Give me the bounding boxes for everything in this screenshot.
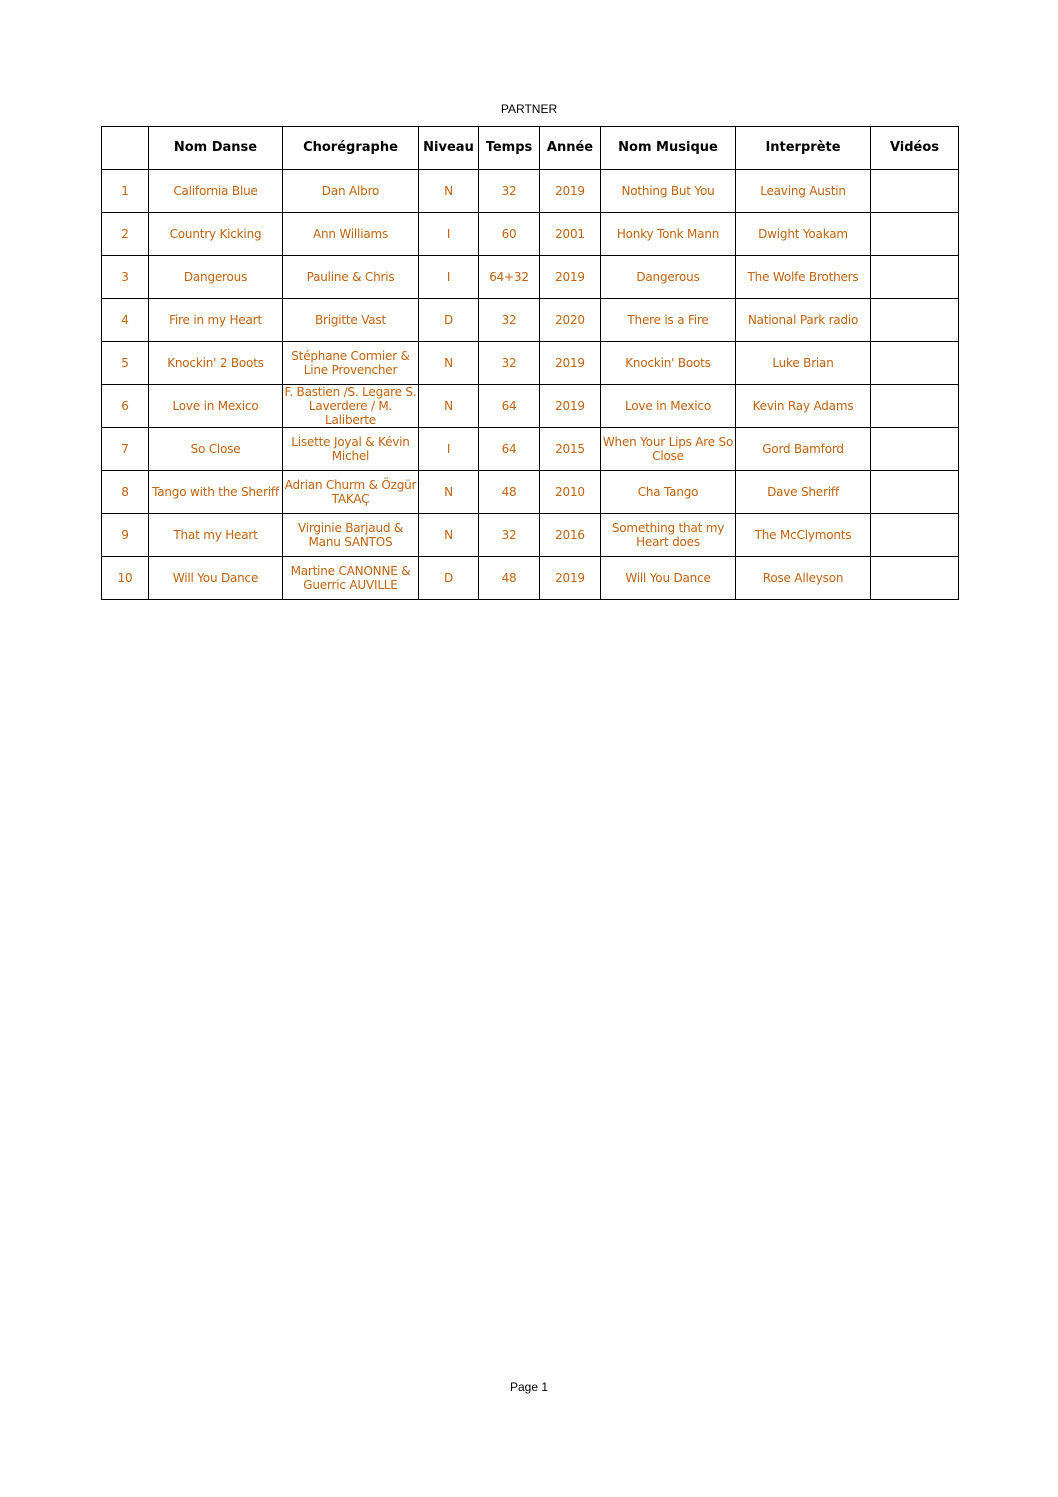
cell-nom-musique: Something that my Heart does — [601, 514, 736, 557]
cell-nom-danse: Fire in my Heart — [149, 299, 283, 342]
cell-choregraphe: Adrian Churm & Özgür TAKAÇ — [283, 471, 419, 514]
cell-choregraphe: Dan Albro — [283, 170, 419, 213]
cell-choregraphe: Stéphane Cormier & Line Provencher — [283, 342, 419, 385]
cell-videos — [871, 213, 959, 256]
cell-niveau: D — [419, 557, 479, 600]
cell-niveau: N — [419, 170, 479, 213]
header-videos: Vidéos — [871, 127, 959, 170]
cell-interprete: Luke Brian — [736, 342, 871, 385]
cell-annee: 2016 — [540, 514, 601, 557]
cell-interprete: Rose Alleyson — [736, 557, 871, 600]
cell-num: 8 — [102, 471, 149, 514]
cell-videos — [871, 471, 959, 514]
header-niveau: Niveau — [419, 127, 479, 170]
cell-choregraphe: Virginie Barjaud & Manu SANTOS — [283, 514, 419, 557]
cell-nom-danse: So Close — [149, 428, 283, 471]
cell-num: 10 — [102, 557, 149, 600]
header-nom-musique: Nom Musique — [601, 127, 736, 170]
cell-nom-musique: Will You Dance — [601, 557, 736, 600]
cell-temps: 48 — [479, 471, 540, 514]
cell-niveau: N — [419, 514, 479, 557]
cell-nom-musique: Cha Tango — [601, 471, 736, 514]
table-row — [102, 514, 959, 557]
cell-num: 2 — [102, 213, 149, 256]
cell-niveau: D — [419, 299, 479, 342]
cell-temps: 32 — [479, 342, 540, 385]
cell-interprete: The Wolfe Brothers — [736, 256, 871, 299]
cell-videos — [871, 514, 959, 557]
table-row — [102, 170, 959, 213]
cell-nom-musique: Nothing But You — [601, 170, 736, 213]
cell-interprete: National Park radio — [736, 299, 871, 342]
cell-num: 7 — [102, 428, 149, 471]
cell-niveau: N — [419, 471, 479, 514]
cell-annee: 2019 — [540, 170, 601, 213]
cell-interprete: The McClymonts — [736, 514, 871, 557]
cell-temps: 32 — [479, 514, 540, 557]
header-temps: Temps — [479, 127, 540, 170]
cell-num: 4 — [102, 299, 149, 342]
cell-choregraphe: Brigitte Vast — [283, 299, 419, 342]
cell-temps: 64+32 — [479, 256, 540, 299]
header-num — [102, 127, 149, 170]
page-footer: Page 1 — [509, 1380, 549, 1394]
cell-nom-danse: California Blue — [149, 170, 283, 213]
cell-videos — [871, 170, 959, 213]
cell-nom-musique: Honky Tonk Mann — [601, 213, 736, 256]
cell-nom-danse: Country Kicking — [149, 213, 283, 256]
cell-niveau: I — [419, 428, 479, 471]
cell-temps: 32 — [479, 170, 540, 213]
cell-annee: 2019 — [540, 557, 601, 600]
cell-nom-danse: Dangerous — [149, 256, 283, 299]
cell-interprete: Dwight Yoakam — [736, 213, 871, 256]
cell-niveau: I — [419, 213, 479, 256]
cell-videos — [871, 385, 959, 428]
cell-nom-danse: Love in Mexico — [149, 385, 283, 428]
cell-niveau: N — [419, 342, 479, 385]
table-row — [102, 471, 959, 514]
cell-num: 6 — [102, 385, 149, 428]
cell-interprete: Gord Bamford — [736, 428, 871, 471]
cell-videos — [871, 299, 959, 342]
cell-num: 9 — [102, 514, 149, 557]
header-nom-danse: Nom Danse — [149, 127, 283, 170]
header-interprete: Interprète — [736, 127, 871, 170]
page-title: PARTNER — [500, 102, 558, 116]
cell-choregraphe: Martine CANONNE & Guerric AUVILLE — [283, 557, 419, 600]
cell-niveau: I — [419, 256, 479, 299]
dance-table — [101, 126, 959, 600]
table-row — [102, 256, 959, 299]
cell-num: 5 — [102, 342, 149, 385]
cell-temps: 48 — [479, 557, 540, 600]
header-choregraphe: Chorégraphe — [283, 127, 419, 170]
header-row — [102, 127, 959, 170]
cell-annee: 2019 — [540, 256, 601, 299]
cell-nom-musique: Knockin' Boots — [601, 342, 736, 385]
cell-annee: 2019 — [540, 385, 601, 428]
cell-nom-danse: That my Heart — [149, 514, 283, 557]
cell-choregraphe: Pauline & Chris — [283, 256, 419, 299]
table-body — [102, 170, 959, 600]
cell-interprete: Leaving Austin — [736, 170, 871, 213]
cell-interprete: Dave Sheriff — [736, 471, 871, 514]
cell-choregraphe: F. Bastien /S. Legare S. Laverdere / M. Laliberte — [283, 385, 419, 428]
table-row — [102, 299, 959, 342]
header-annee: Année — [540, 127, 601, 170]
cell-nom-musique: Dangerous — [601, 256, 736, 299]
cell-nom-danse: Will You Dance — [149, 557, 283, 600]
cell-annee: 2010 — [540, 471, 601, 514]
cell-nom-musique: When Your Lips Are So Close — [601, 428, 736, 471]
cell-videos — [871, 557, 959, 600]
table-row — [102, 213, 959, 256]
cell-annee: 2019 — [540, 342, 601, 385]
cell-videos — [871, 256, 959, 299]
cell-temps: 32 — [479, 299, 540, 342]
cell-nom-danse: Tango with the Sheriff — [149, 471, 283, 514]
cell-temps: 60 — [479, 213, 540, 256]
cell-niveau: N — [419, 385, 479, 428]
cell-interprete: Kevin Ray Adams — [736, 385, 871, 428]
cell-temps: 64 — [479, 385, 540, 428]
cell-videos — [871, 428, 959, 471]
cell-annee: 2015 — [540, 428, 601, 471]
cell-choregraphe: Ann Williams — [283, 213, 419, 256]
cell-temps: 64 — [479, 428, 540, 471]
cell-annee: 2020 — [540, 299, 601, 342]
cell-nom-musique: There is a Fire — [601, 299, 736, 342]
cell-choregraphe: Lisette Joyal & Kévin Michel — [283, 428, 419, 471]
cell-nom-musique: Love in Mexico — [601, 385, 736, 428]
table-row — [102, 342, 959, 385]
cell-annee: 2001 — [540, 213, 601, 256]
cell-num: 1 — [102, 170, 149, 213]
cell-nom-danse: Knockin' 2 Boots — [149, 342, 283, 385]
cell-num: 3 — [102, 256, 149, 299]
table-row — [102, 557, 959, 600]
table-row — [102, 385, 959, 428]
cell-videos — [871, 342, 959, 385]
table-row — [102, 428, 959, 471]
